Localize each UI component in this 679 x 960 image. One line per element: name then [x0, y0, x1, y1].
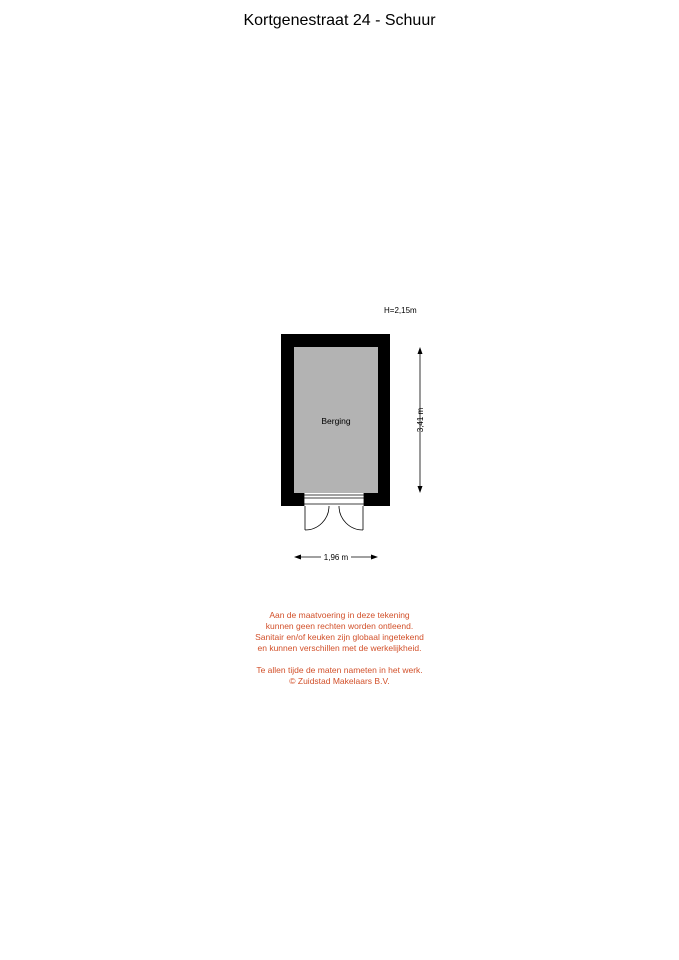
depth-arrow-bottom	[418, 486, 423, 493]
disclaimer	[0, 610, 679, 687]
room-label: Berging	[321, 416, 351, 426]
disclaimer-copyright: © Zuidstad Makelaars B.V.	[289, 676, 390, 686]
width-arrow-right	[371, 555, 378, 560]
disclaimer-line: Te allen tijde de maten nameten in het werk.	[256, 665, 423, 675]
width-label: 1,96 m	[323, 553, 349, 562]
page-title: Kortgenestraat 24 - Schuur	[243, 12, 436, 29]
depth-arrow-top	[418, 347, 423, 354]
disclaimer-spacer	[0, 654, 679, 665]
disclaimer-line: Sanitair en/of keuken zijn globaal ingetekend	[255, 632, 424, 642]
disclaimer-line: Aan de maatvoering in deze tekening	[269, 610, 410, 620]
disclaimer-line: en kunnen verschillen met de werkelijkheid.	[257, 643, 422, 653]
depth-label: 3,41 m	[416, 407, 425, 433]
disclaimer-line: kunnen geen rechten worden ontleend.	[265, 621, 414, 631]
ceiling-height-label: H=2,15m	[384, 306, 417, 315]
width-arrow-left	[294, 555, 301, 560]
double-door-icon	[305, 506, 363, 530]
